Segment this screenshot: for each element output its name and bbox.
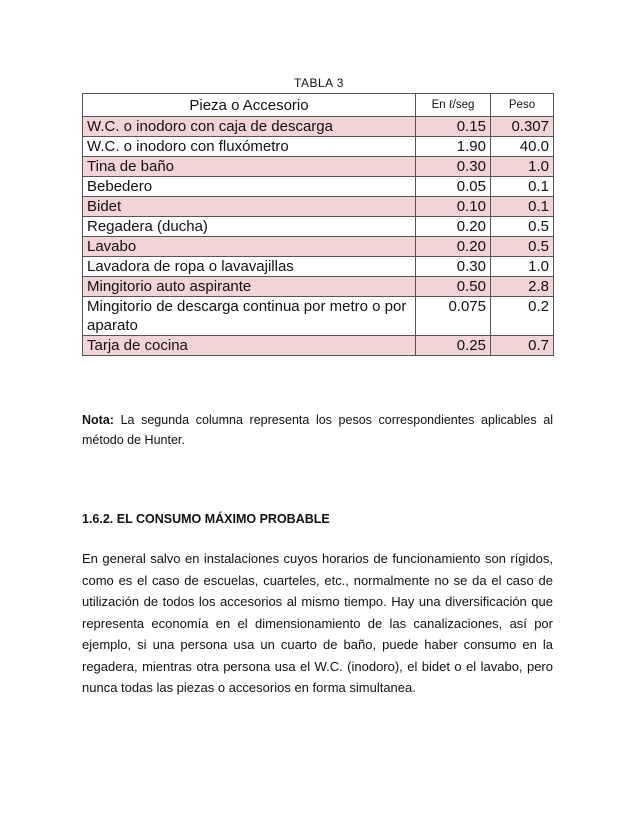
- fixture-name: Bidet: [83, 197, 416, 217]
- weight-value: 1.0: [491, 157, 554, 177]
- fixture-name: Mingitorio de descarga continua por metro o por aparato: [83, 297, 416, 336]
- fixture-name: Tarja de cocina: [83, 336, 416, 356]
- fixture-name: Lavabo: [83, 237, 416, 257]
- section-heading: 1.6.2. EL CONSUMO MÁXIMO PROBABLE: [82, 512, 330, 526]
- flow-value: 0.20: [416, 217, 491, 237]
- table-note: [82, 410, 553, 450]
- fixture-name: Tina de baño: [83, 157, 416, 177]
- table-row: [83, 237, 554, 257]
- table-row: [83, 117, 554, 137]
- table-row: [83, 177, 554, 197]
- flow-value: 0.05: [416, 177, 491, 197]
- flow-value: 0.075: [416, 297, 491, 336]
- table-row: [83, 217, 554, 237]
- table-row: [83, 336, 554, 356]
- flow-value: 0.15: [416, 117, 491, 137]
- flow-value: 0.10: [416, 197, 491, 217]
- weight-value: 40.0: [491, 137, 554, 157]
- weight-value: 0.7: [491, 336, 554, 356]
- table-caption: TABLA 3: [294, 76, 344, 90]
- header-weight: Peso: [491, 94, 554, 117]
- weight-value: 0.1: [491, 177, 554, 197]
- fixtures-table: [82, 93, 554, 356]
- fixture-name: Regadera (ducha): [83, 217, 416, 237]
- flow-value: 0.20: [416, 237, 491, 257]
- fixture-name: Mingitorio auto aspirante: [83, 277, 416, 297]
- flow-value: 1.90: [416, 137, 491, 157]
- fixture-name: W.C. o inodoro con fluxómetro: [83, 137, 416, 157]
- flow-value: 0.50: [416, 277, 491, 297]
- table-row: [83, 137, 554, 157]
- header-flow: En ℓ/seg: [416, 94, 491, 117]
- flow-value: 0.25: [416, 336, 491, 356]
- table-row: [83, 277, 554, 297]
- table-header-row: [83, 94, 554, 117]
- weight-value: 0.2: [491, 297, 554, 336]
- weight-value: 1.0: [491, 257, 554, 277]
- table-row: [83, 297, 554, 336]
- flow-value: 0.30: [416, 257, 491, 277]
- weight-value: 0.5: [491, 237, 554, 257]
- table-row: [83, 157, 554, 177]
- note-text: La segunda columna representa los pesos correspondientes aplicables al método de Hunter.: [82, 413, 553, 447]
- section-paragraph: En general salvo en instalaciones cuyos horarios de funcionamiento son rígidos, como es el caso de escuelas, cuarteles, etc., normalmente no se da el caso de utilización de todos los accesorios al mismo tiempo. Hay una diversificación que representa economía en el dimensionamiento de las canalizaciones, así por ejemplo, si una persona usa un cuarto de baño, puede haber consumo en la regadera, mientras otra persona usa el W.C. (inodoro), el bidet o el lavabo, pero nunca todas las piezas o accesorios en forma simultanea.: [82, 551, 553, 695]
- weight-value: 2.8: [491, 277, 554, 297]
- weight-value: 0.307: [491, 117, 554, 137]
- fixture-name: W.C. o inodoro con caja de descarga: [83, 117, 416, 137]
- fixture-name: Lavadora de ropa o lavavajillas: [83, 257, 416, 277]
- flow-value: 0.30: [416, 157, 491, 177]
- header-fixture: Pieza o Accesorio: [83, 94, 416, 117]
- note-label: Nota:: [82, 413, 114, 427]
- weight-value: 0.5: [491, 217, 554, 237]
- table-row: [83, 197, 554, 217]
- fixture-name: Bebedero: [83, 177, 416, 197]
- table-row: [83, 257, 554, 277]
- weight-value: 0.1: [491, 197, 554, 217]
